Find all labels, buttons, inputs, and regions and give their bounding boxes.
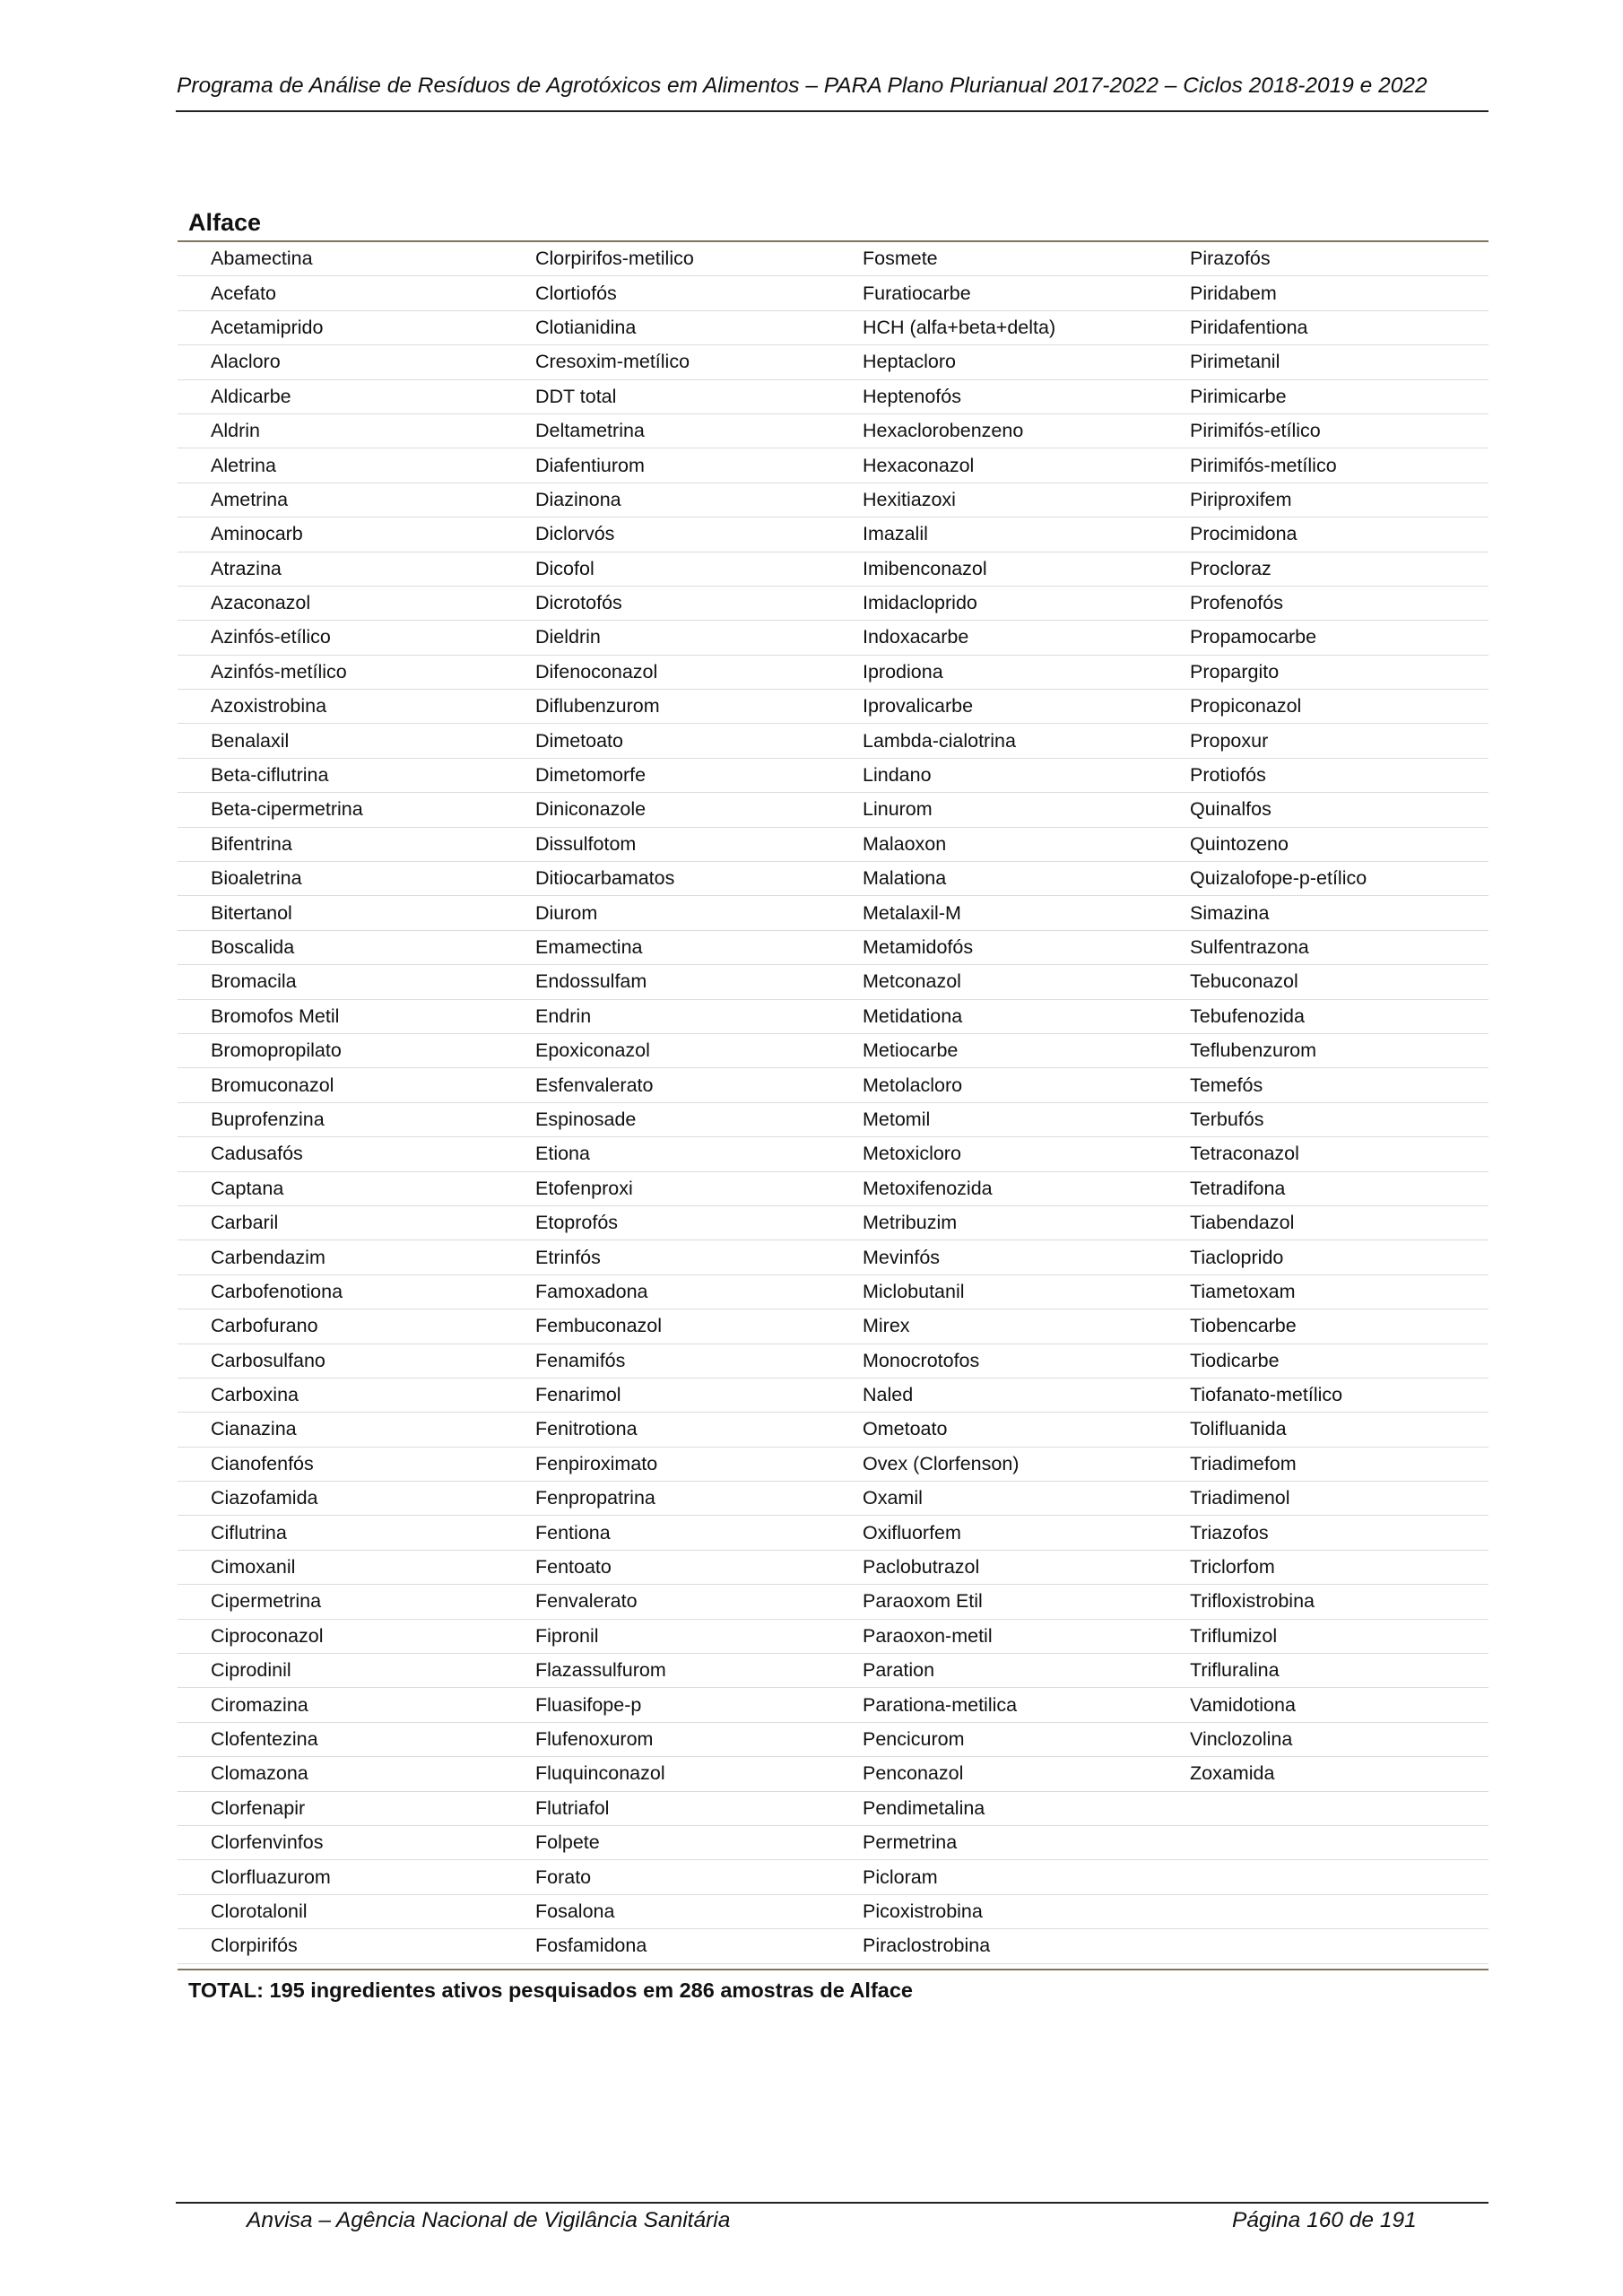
- ingredient-cell: Clorfluazurom: [178, 1860, 535, 1894]
- ingredient-cell: Dimetoato: [535, 724, 863, 758]
- table-row: [178, 310, 1488, 344]
- table-row: [178, 1516, 1488, 1550]
- ingredient-cell: Fentiona: [535, 1516, 863, 1550]
- ingredient-cell: Propoxur: [1190, 724, 1488, 758]
- ingredient-cell: Etiona: [535, 1137, 863, 1171]
- ingredient-cell: Simazina: [1190, 896, 1488, 930]
- ingredient-cell: Imibenconazol: [863, 552, 1190, 586]
- table-row: [178, 1894, 1488, 1928]
- table-row: [178, 930, 1488, 964]
- ingredient-cell: Hexaconazol: [863, 448, 1190, 483]
- ingredient-cell: Bitertanol: [178, 896, 535, 930]
- ingredient-cell: Oxamil: [863, 1482, 1190, 1516]
- ingredient-cell: Emamectina: [535, 930, 863, 964]
- ingredient-cell: Ditiocarbamatos: [535, 862, 863, 896]
- ingredient-cell: Dicrotofós: [535, 586, 863, 620]
- ingredient-cell: Parationa-metilica: [863, 1688, 1190, 1722]
- ingredient-cell: Tiabendazol: [1190, 1205, 1488, 1239]
- ingredient-cell: Pirimetanil: [1190, 345, 1488, 379]
- ingredient-cell: Fosalona: [535, 1894, 863, 1928]
- table-row: [178, 586, 1488, 620]
- table-row: [178, 413, 1488, 448]
- ingredient-cell: Piridafentiona: [1190, 310, 1488, 344]
- ingredient-cell: Tiobencarbe: [1190, 1309, 1488, 1344]
- ingredient-cell: Cianofenfós: [178, 1447, 535, 1481]
- ingredient-cell: Picloram: [863, 1860, 1190, 1894]
- ingredient-cell: Propamocarbe: [1190, 621, 1488, 655]
- ingredient-cell: Etofenproxi: [535, 1171, 863, 1205]
- table-row: [178, 276, 1488, 310]
- ingredient-cell: Profenofós: [1190, 586, 1488, 620]
- ingredient-cell: Beta-cipermetrina: [178, 793, 535, 827]
- ingredient-cell: Fenpiroximato: [535, 1447, 863, 1481]
- table-row: [178, 1102, 1488, 1136]
- ingredient-cell: Ovex (Clorfenson): [863, 1447, 1190, 1481]
- ingredient-cell: Diurom: [535, 896, 863, 930]
- ingredient-cell: Furatiocarbe: [863, 276, 1190, 310]
- ingredient-cell: Oxifluorfem: [863, 1516, 1190, 1550]
- ingredient-cell: Metolacloro: [863, 1068, 1190, 1102]
- ingredient-cell: Triadimenol: [1190, 1482, 1488, 1516]
- ingredient-cell: Diafentiurom: [535, 448, 863, 483]
- table-row: [178, 1205, 1488, 1239]
- table-row: [178, 1171, 1488, 1205]
- ingredient-cell: Forato: [535, 1860, 863, 1894]
- ingredient-cell: Fembuconazol: [535, 1309, 863, 1344]
- ingredient-cell: Piraclostrobina: [863, 1929, 1190, 1963]
- ingredient-cell: Abamectina: [178, 242, 535, 276]
- ingredient-cell: Tiacloprido: [1190, 1240, 1488, 1274]
- ingredient-cell: Ciromazina: [178, 1688, 535, 1722]
- ingredient-cell: Clorfenvinfos: [178, 1825, 535, 1859]
- footer-page-number: Página 160 de 191: [1232, 2208, 1417, 2232]
- ingredient-cell: Clofentezina: [178, 1722, 535, 1756]
- ingredient-cell: Clotianidina: [535, 310, 863, 344]
- ingredient-cell: Bromuconazol: [178, 1068, 535, 1102]
- table-row: [178, 999, 1488, 1033]
- ingredient-cell: Heptenofós: [863, 379, 1190, 413]
- ingredient-cell: Espinosade: [535, 1102, 863, 1136]
- table-row: [178, 1722, 1488, 1756]
- table-row: [178, 1033, 1488, 1067]
- ingredient-cell: Tolifluanida: [1190, 1413, 1488, 1447]
- ingredient-cell: Picoxistrobina: [863, 1894, 1190, 1928]
- table-row: [178, 793, 1488, 827]
- ingredient-cell: Carbaril: [178, 1205, 535, 1239]
- ingredient-cell: Piridabem: [1190, 276, 1488, 310]
- ingredient-cell: Mevinfós: [863, 1240, 1190, 1274]
- ingredient-cell: [1190, 1894, 1488, 1928]
- ingredient-cell: Metamidofós: [863, 930, 1190, 964]
- ingredient-cell: Tiodicarbe: [1190, 1344, 1488, 1378]
- ingredient-cell: Iprovalicarbe: [863, 690, 1190, 724]
- ingredient-cell: Vinclozolina: [1190, 1722, 1488, 1756]
- table-row: [178, 1619, 1488, 1653]
- ingredient-cell: Tiofanato-metílico: [1190, 1378, 1488, 1412]
- ingredient-cell: Dieldrin: [535, 621, 863, 655]
- ingredient-cell: Triclorfom: [1190, 1550, 1488, 1584]
- ingredient-cell: Fosfamidona: [535, 1929, 863, 1963]
- ingredient-cell: Endrin: [535, 999, 863, 1033]
- ingredient-cell: Buprofenzina: [178, 1102, 535, 1136]
- ingredient-cell: Diniconazole: [535, 793, 863, 827]
- ingredient-cell: Dicofol: [535, 552, 863, 586]
- ingredient-cell: Teflubenzurom: [1190, 1033, 1488, 1067]
- table-bottom-divider: [178, 1969, 1488, 1970]
- ingredient-cell: Heptacloro: [863, 345, 1190, 379]
- ingredient-cell: Hexaclorobenzeno: [863, 413, 1190, 448]
- ingredient-cell: Triazofos: [1190, 1516, 1488, 1550]
- table-row: [178, 1068, 1488, 1102]
- ingredient-cell: Benalaxil: [178, 724, 535, 758]
- ingredient-cell: Procimidona: [1190, 517, 1488, 552]
- table-row: [178, 1757, 1488, 1791]
- ingredient-cell: Epoxiconazol: [535, 1033, 863, 1067]
- ingredient-cell: Piriproxifem: [1190, 483, 1488, 517]
- ingredient-cell: Miclobutanil: [863, 1274, 1190, 1309]
- ingredient-cell: Ciproconazol: [178, 1619, 535, 1653]
- table-row: [178, 552, 1488, 586]
- table-row: [178, 1929, 1488, 1963]
- ingredient-cell: Metiocarbe: [863, 1033, 1190, 1067]
- ingredient-cell: Boscalida: [178, 930, 535, 964]
- ingredient-cell: [1190, 1825, 1488, 1859]
- ingredient-cell: Metalaxil-M: [863, 896, 1190, 930]
- ingredient-cell: Imidacloprido: [863, 586, 1190, 620]
- ingredient-cell: [1190, 1929, 1488, 1963]
- ingredient-cell: Diclorvós: [535, 517, 863, 552]
- ingredient-cell: Tetraconazol: [1190, 1137, 1488, 1171]
- table-row: [178, 517, 1488, 552]
- ingredient-cell: Tebufenozida: [1190, 999, 1488, 1033]
- ingredient-cell: Dimetomorfe: [535, 758, 863, 792]
- ingredient-cell: Quintozeno: [1190, 827, 1488, 861]
- footer-divider: [176, 2202, 1488, 2204]
- ingredient-cell: DDT total: [535, 379, 863, 413]
- ingredient-cell: Deltametrina: [535, 413, 863, 448]
- ingredient-cell: Bioaletrina: [178, 862, 535, 896]
- table-row: [178, 1137, 1488, 1171]
- ingredient-cell: Carbofurano: [178, 1309, 535, 1344]
- ingredient-cell: Hexitiazoxi: [863, 483, 1190, 517]
- ingredient-cell: Beta-ciflutrina: [178, 758, 535, 792]
- ingredient-cell: Ciprodinil: [178, 1654, 535, 1688]
- table-row: [178, 1550, 1488, 1584]
- ingredient-cell: Acetamiprido: [178, 310, 535, 344]
- table-row: [178, 1378, 1488, 1412]
- table-row: [178, 1309, 1488, 1344]
- ingredient-cell: Imazalil: [863, 517, 1190, 552]
- table-row: [178, 655, 1488, 689]
- ingredient-cell: Etrinfós: [535, 1240, 863, 1274]
- ingredient-cell: Cimoxanil: [178, 1550, 535, 1584]
- header-divider: [176, 110, 1488, 112]
- ingredient-cell: Fenpropatrina: [535, 1482, 863, 1516]
- ingredient-cell: Protiofós: [1190, 758, 1488, 792]
- ingredient-cell: Tiametoxam: [1190, 1274, 1488, 1309]
- ingredient-cell: Paclobutrazol: [863, 1550, 1190, 1584]
- ingredient-cell: Fenamifós: [535, 1344, 863, 1378]
- ingredient-cell: Fipronil: [535, 1619, 863, 1653]
- ingredient-cell: Cadusafós: [178, 1137, 535, 1171]
- table-row: [178, 1585, 1488, 1619]
- ingredient-cell: Zoxamida: [1190, 1757, 1488, 1791]
- ingredient-cell: Bromacila: [178, 965, 535, 999]
- table-row: [178, 1344, 1488, 1378]
- ingredient-cell: Linurom: [863, 793, 1190, 827]
- ingredient-cell: Diazinona: [535, 483, 863, 517]
- ingredient-cell: Malationa: [863, 862, 1190, 896]
- ingredient-cell: Metoxicloro: [863, 1137, 1190, 1171]
- ingredient-cell: Quizalofope-p-etílico: [1190, 862, 1488, 896]
- table-row: [178, 827, 1488, 861]
- ingredient-cell: Endossulfam: [535, 965, 863, 999]
- ingredient-cell: Temefós: [1190, 1068, 1488, 1102]
- ingredient-cell: Flufenoxurom: [535, 1722, 863, 1756]
- ingredient-cell: Mirex: [863, 1309, 1190, 1344]
- table-row: [178, 690, 1488, 724]
- ingredient-cell: Azoxistrobina: [178, 690, 535, 724]
- ingredient-cell: Famoxadona: [535, 1274, 863, 1309]
- ingredient-cell: Carbofenotiona: [178, 1274, 535, 1309]
- ingredient-cell: Cianazina: [178, 1413, 535, 1447]
- table-row: [178, 242, 1488, 276]
- ingredient-cell: Triadimefom: [1190, 1447, 1488, 1481]
- ingredient-cell: Carbendazim: [178, 1240, 535, 1274]
- table-row: [178, 896, 1488, 930]
- ingredient-cell: Clorpirifós: [178, 1929, 535, 1963]
- ingredient-cell: Pirimifós-metílico: [1190, 448, 1488, 483]
- table-row: [178, 862, 1488, 896]
- ingredient-cell: Iprodiona: [863, 655, 1190, 689]
- ingredient-cell: Flazassulfurom: [535, 1654, 863, 1688]
- ingredient-cell: Indoxacarbe: [863, 621, 1190, 655]
- ingredient-cell: Clorfenapir: [178, 1791, 535, 1825]
- ingredient-cell: Metomil: [863, 1102, 1190, 1136]
- ingredient-cell: Tebuconazol: [1190, 965, 1488, 999]
- ingredient-cell: Atrazina: [178, 552, 535, 586]
- table-row: [178, 1654, 1488, 1688]
- ingredient-cell: Ometoato: [863, 1413, 1190, 1447]
- ingredient-cell: Propiconazol: [1190, 690, 1488, 724]
- ingredient-cell: Paraoxom Etil: [863, 1585, 1190, 1619]
- table-row: [178, 1274, 1488, 1309]
- ingredient-cell: Paraoxon-metil: [863, 1619, 1190, 1653]
- page-header: Programa de Análise de Resíduos de Agrotóxicos em Alimentos – PARA Plano Plurianual 2017-2022 – Ciclos 2018-2019 e 2022: [177, 74, 1428, 98]
- ingredient-cell: Pendimetalina: [863, 1791, 1190, 1825]
- ingredient-cell: Etoprofós: [535, 1205, 863, 1239]
- ingredient-cell: Aletrina: [178, 448, 535, 483]
- ingredient-cell: Carbosulfano: [178, 1344, 535, 1378]
- table-row: [178, 1825, 1488, 1859]
- ingredient-cell: Clortiofós: [535, 276, 863, 310]
- ingredient-cell: Azinfós-metílico: [178, 655, 535, 689]
- table-row: [178, 379, 1488, 413]
- ingredient-cell: Difenoconazol: [535, 655, 863, 689]
- ingredient-cell: Clomazona: [178, 1757, 535, 1791]
- ingredient-cell: Vamidotiona: [1190, 1688, 1488, 1722]
- ingredient-cell: Malaoxon: [863, 827, 1190, 861]
- ingredient-cell: Procloraz: [1190, 552, 1488, 586]
- ingredient-cell: Pirimifós-etílico: [1190, 413, 1488, 448]
- table-row: [178, 448, 1488, 483]
- ingredient-cell: Aldicarbe: [178, 379, 535, 413]
- ingredient-cell: Propargito: [1190, 655, 1488, 689]
- ingredient-cell: Fenitrotiona: [535, 1413, 863, 1447]
- ingredient-cell: [1190, 1791, 1488, 1825]
- table-row: [178, 1413, 1488, 1447]
- ingredient-cell: Sulfentrazona: [1190, 930, 1488, 964]
- ingredient-cell: Fenarimol: [535, 1378, 863, 1412]
- ingredient-cell: Lindano: [863, 758, 1190, 792]
- footer-agency: Anvisa – Agência Nacional de Vigilância Sanitária: [247, 2208, 731, 2232]
- section-title: Alface: [188, 209, 262, 236]
- ingredient-cell: Azaconazol: [178, 586, 535, 620]
- ingredient-cell: Diflubenzurom: [535, 690, 863, 724]
- ingredient-cell: HCH (alfa+beta+delta): [863, 310, 1190, 344]
- ingredient-cell: Fenvalerato: [535, 1585, 863, 1619]
- ingredient-cell: Penconazol: [863, 1757, 1190, 1791]
- ingredient-cell: Cipermetrina: [178, 1585, 535, 1619]
- ingredient-cell: Trifluralina: [1190, 1654, 1488, 1688]
- ingredient-cell: Acefato: [178, 276, 535, 310]
- ingredient-cell: Cresoxim-metílico: [535, 345, 863, 379]
- ingredient-cell: Dissulfotom: [535, 827, 863, 861]
- table-row: [178, 724, 1488, 758]
- ingredient-cell: Carboxina: [178, 1378, 535, 1412]
- ingredient-cell: Aminocarb: [178, 517, 535, 552]
- ingredient-cell: Triflumizol: [1190, 1619, 1488, 1653]
- ingredient-cell: Bromofos Metil: [178, 999, 535, 1033]
- ingredient-cell: Permetrina: [863, 1825, 1190, 1859]
- ingredient-cell: Esfenvalerato: [535, 1068, 863, 1102]
- ingredient-cell: Metconazol: [863, 965, 1190, 999]
- total-summary: TOTAL: 195 ingredientes ativos pesquisados em 286 amostras de Alface: [188, 1979, 913, 2002]
- ingredient-cell: Flutriafol: [535, 1791, 863, 1825]
- ingredient-cell: Monocrotofos: [863, 1344, 1190, 1378]
- table-row: [178, 621, 1488, 655]
- ingredients-table: [178, 242, 1488, 1964]
- ingredient-cell: Lambda-cialotrina: [863, 724, 1190, 758]
- ingredient-cell: Bifentrina: [178, 827, 535, 861]
- table-row: [178, 1240, 1488, 1274]
- ingredient-cell: Clorpirifos-metilico: [535, 242, 863, 276]
- ingredient-cell: Alacloro: [178, 345, 535, 379]
- table-row: [178, 758, 1488, 792]
- table-row: [178, 1447, 1488, 1481]
- table-row: [178, 1791, 1488, 1825]
- ingredients-table-body: [178, 242, 1488, 1963]
- ingredient-cell: Trifloxistrobina: [1190, 1585, 1488, 1619]
- ingredient-cell: [1190, 1860, 1488, 1894]
- ingredient-cell: Bromopropilato: [178, 1033, 535, 1067]
- ingredient-cell: Pirazofós: [1190, 242, 1488, 276]
- ingredient-cell: Paration: [863, 1654, 1190, 1688]
- ingredient-cell: Fosmete: [863, 242, 1190, 276]
- ingredient-cell: Fentoato: [535, 1550, 863, 1584]
- table-row: [178, 1482, 1488, 1516]
- ingredient-cell: Metidationa: [863, 999, 1190, 1033]
- ingredient-cell: Ciazofamida: [178, 1482, 535, 1516]
- ingredient-cell: Metribuzim: [863, 1205, 1190, 1239]
- ingredient-cell: Fluasifope-p: [535, 1688, 863, 1722]
- table-row: [178, 483, 1488, 517]
- ingredient-cell: Metoxifenozida: [863, 1171, 1190, 1205]
- table-row: [178, 1860, 1488, 1894]
- ingredient-cell: Terbufós: [1190, 1102, 1488, 1136]
- ingredient-cell: Clorotalonil: [178, 1894, 535, 1928]
- ingredient-cell: Folpete: [535, 1825, 863, 1859]
- ingredient-cell: Azinfós-etílico: [178, 621, 535, 655]
- table-row: [178, 1688, 1488, 1722]
- ingredient-cell: Fluquinconazol: [535, 1757, 863, 1791]
- ingredient-cell: Pencicurom: [863, 1722, 1190, 1756]
- ingredient-cell: Naled: [863, 1378, 1190, 1412]
- table-row: [178, 345, 1488, 379]
- ingredient-cell: Tetradifona: [1190, 1171, 1488, 1205]
- ingredient-cell: Ciflutrina: [178, 1516, 535, 1550]
- ingredient-cell: Aldrin: [178, 413, 535, 448]
- ingredient-cell: Pirimicarbe: [1190, 379, 1488, 413]
- ingredient-cell: Captana: [178, 1171, 535, 1205]
- table-row: [178, 965, 1488, 999]
- ingredient-cell: Ametrina: [178, 483, 535, 517]
- ingredient-cell: Quinalfos: [1190, 793, 1488, 827]
